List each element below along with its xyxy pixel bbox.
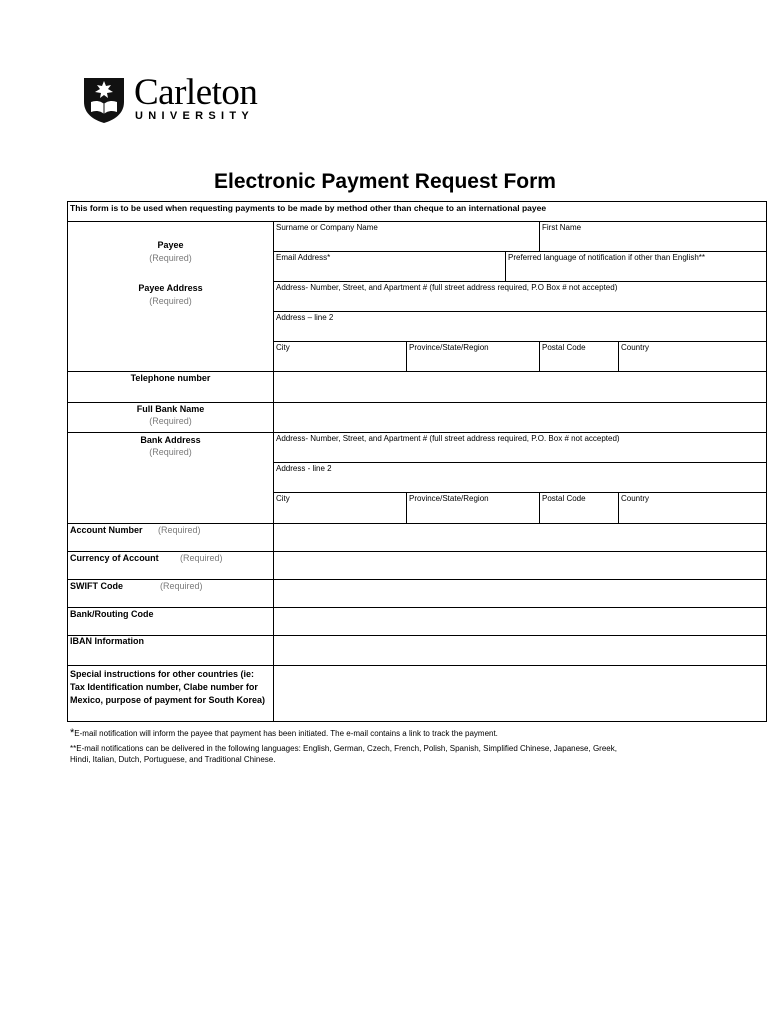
payee-city-caption: City — [276, 343, 290, 352]
bank-city-caption: City — [276, 494, 290, 503]
bank-address-line2-caption: Address - line 2 — [276, 464, 332, 473]
account-number-field[interactable] — [274, 524, 766, 551]
iban-label: IBAN Information — [70, 636, 144, 646]
language-caption: Preferred language of notification if other than English** — [508, 253, 706, 262]
telephone-label: Telephone number — [130, 373, 211, 383]
bank-name-required: (Required) — [149, 416, 192, 426]
payee-label: Payee — [157, 240, 184, 250]
payee-province-caption: Province/State/Region — [409, 343, 489, 352]
currency-required: (Required) — [180, 553, 223, 563]
form-intro: This form is to be used when requesting payments to be made by method other than cheque to an international payee — [70, 203, 547, 213]
bank-country-caption: Country — [621, 494, 650, 503]
special-line1: Special instructions for other countries (ie: — [70, 669, 255, 679]
email-caption: Email Address* — [276, 253, 331, 262]
payee-required: (Required) — [149, 253, 192, 263]
swift-label: SWIFT Code — [70, 581, 123, 591]
first-name-caption: First Name — [542, 223, 582, 232]
bank-address-required: (Required) — [149, 447, 192, 457]
payee-address-label: Payee Address — [138, 283, 203, 293]
payee-address-line1-caption: Address- Number, Street, and Apartment # (full street address required, P.O Box # not accepted) — [276, 283, 618, 292]
routing-field[interactable] — [274, 608, 766, 635]
bank-address-line1-field[interactable] — [274, 433, 766, 462]
footnote-email-mark: * — [70, 727, 75, 739]
footnote-languages-line2: Hindi, Italian, Dutch, Portuguese, and Traditional Chinese. — [70, 755, 276, 764]
bank-address-line2-field[interactable] — [274, 463, 766, 492]
bank-province-field[interactable] — [407, 493, 539, 523]
bank-address-line1-caption: Address- Number, Street, and Apartment # (full street address required, P.O. Box # not accepted) — [276, 434, 620, 443]
logo-wordmark: Carleton — [134, 72, 258, 113]
payee-country-caption: Country — [621, 343, 650, 352]
carleton-logo — [82, 72, 292, 124]
email-field[interactable] — [274, 252, 505, 281]
currency-field[interactable] — [274, 552, 766, 579]
payee-postal-caption: Postal Code — [542, 343, 586, 352]
payee-address-line2-field[interactable] — [274, 312, 766, 341]
payee-postal-field[interactable] — [540, 342, 618, 371]
swift-field[interactable] — [274, 580, 766, 607]
payee-address-required: (Required) — [149, 296, 192, 306]
payee-country-field[interactable] — [619, 342, 766, 371]
footnote-email-text: E-mail notification will inform the payee that payment has been initiated. The e-mail contains a link to track the payment. — [74, 729, 498, 738]
surname-field[interactable] — [274, 222, 539, 251]
surname-caption: Surname or Company Name — [276, 223, 378, 232]
payee-address-line1-field[interactable] — [274, 282, 766, 311]
first-name-field[interactable] — [540, 222, 766, 251]
account-number-label: Account Number — [70, 525, 143, 535]
bank-city-field[interactable] — [274, 493, 406, 523]
payee-city-field[interactable] — [274, 342, 406, 371]
telephone-field[interactable] — [274, 372, 766, 402]
bank-province-caption: Province/State/Region — [409, 494, 489, 503]
bank-postal-field[interactable] — [540, 493, 618, 523]
payee-province-field[interactable] — [407, 342, 539, 371]
special-line2: Tax Identification number, Clabe number for — [70, 682, 258, 692]
bank-name-field[interactable] — [274, 403, 766, 432]
shield-crest-icon — [82, 74, 126, 124]
footnote-languages-line1: **E-mail notifications can be delivered in the following languages: English, German, Czech, French, Polish, Spanish, Simplified Chinese, Japanese, Greek, — [70, 744, 617, 753]
language-field[interactable] — [506, 252, 766, 281]
payee-address-line2-caption: Address – line 2 — [276, 313, 334, 322]
routing-label: Bank/Routing Code — [70, 609, 154, 619]
bank-postal-caption: Postal Code — [542, 494, 586, 503]
page-title: Electronic Payment Request Form — [214, 170, 556, 193]
special-instructions-field[interactable] — [274, 666, 766, 721]
iban-field[interactable] — [274, 636, 766, 665]
footnote-email — [70, 728, 498, 739]
bank-country-field[interactable] — [619, 493, 766, 523]
currency-label: Currency of Account — [70, 553, 159, 563]
swift-required: (Required) — [160, 581, 203, 591]
account-number-required: (Required) — [158, 525, 201, 535]
logo-subtitle: UNIVERSITY — [135, 110, 255, 122]
bank-address-label: Bank Address — [140, 435, 201, 445]
bank-name-label: Full Bank Name — [136, 404, 205, 414]
special-line3: Mexico, purpose of payment for South Korea) — [70, 695, 266, 705]
